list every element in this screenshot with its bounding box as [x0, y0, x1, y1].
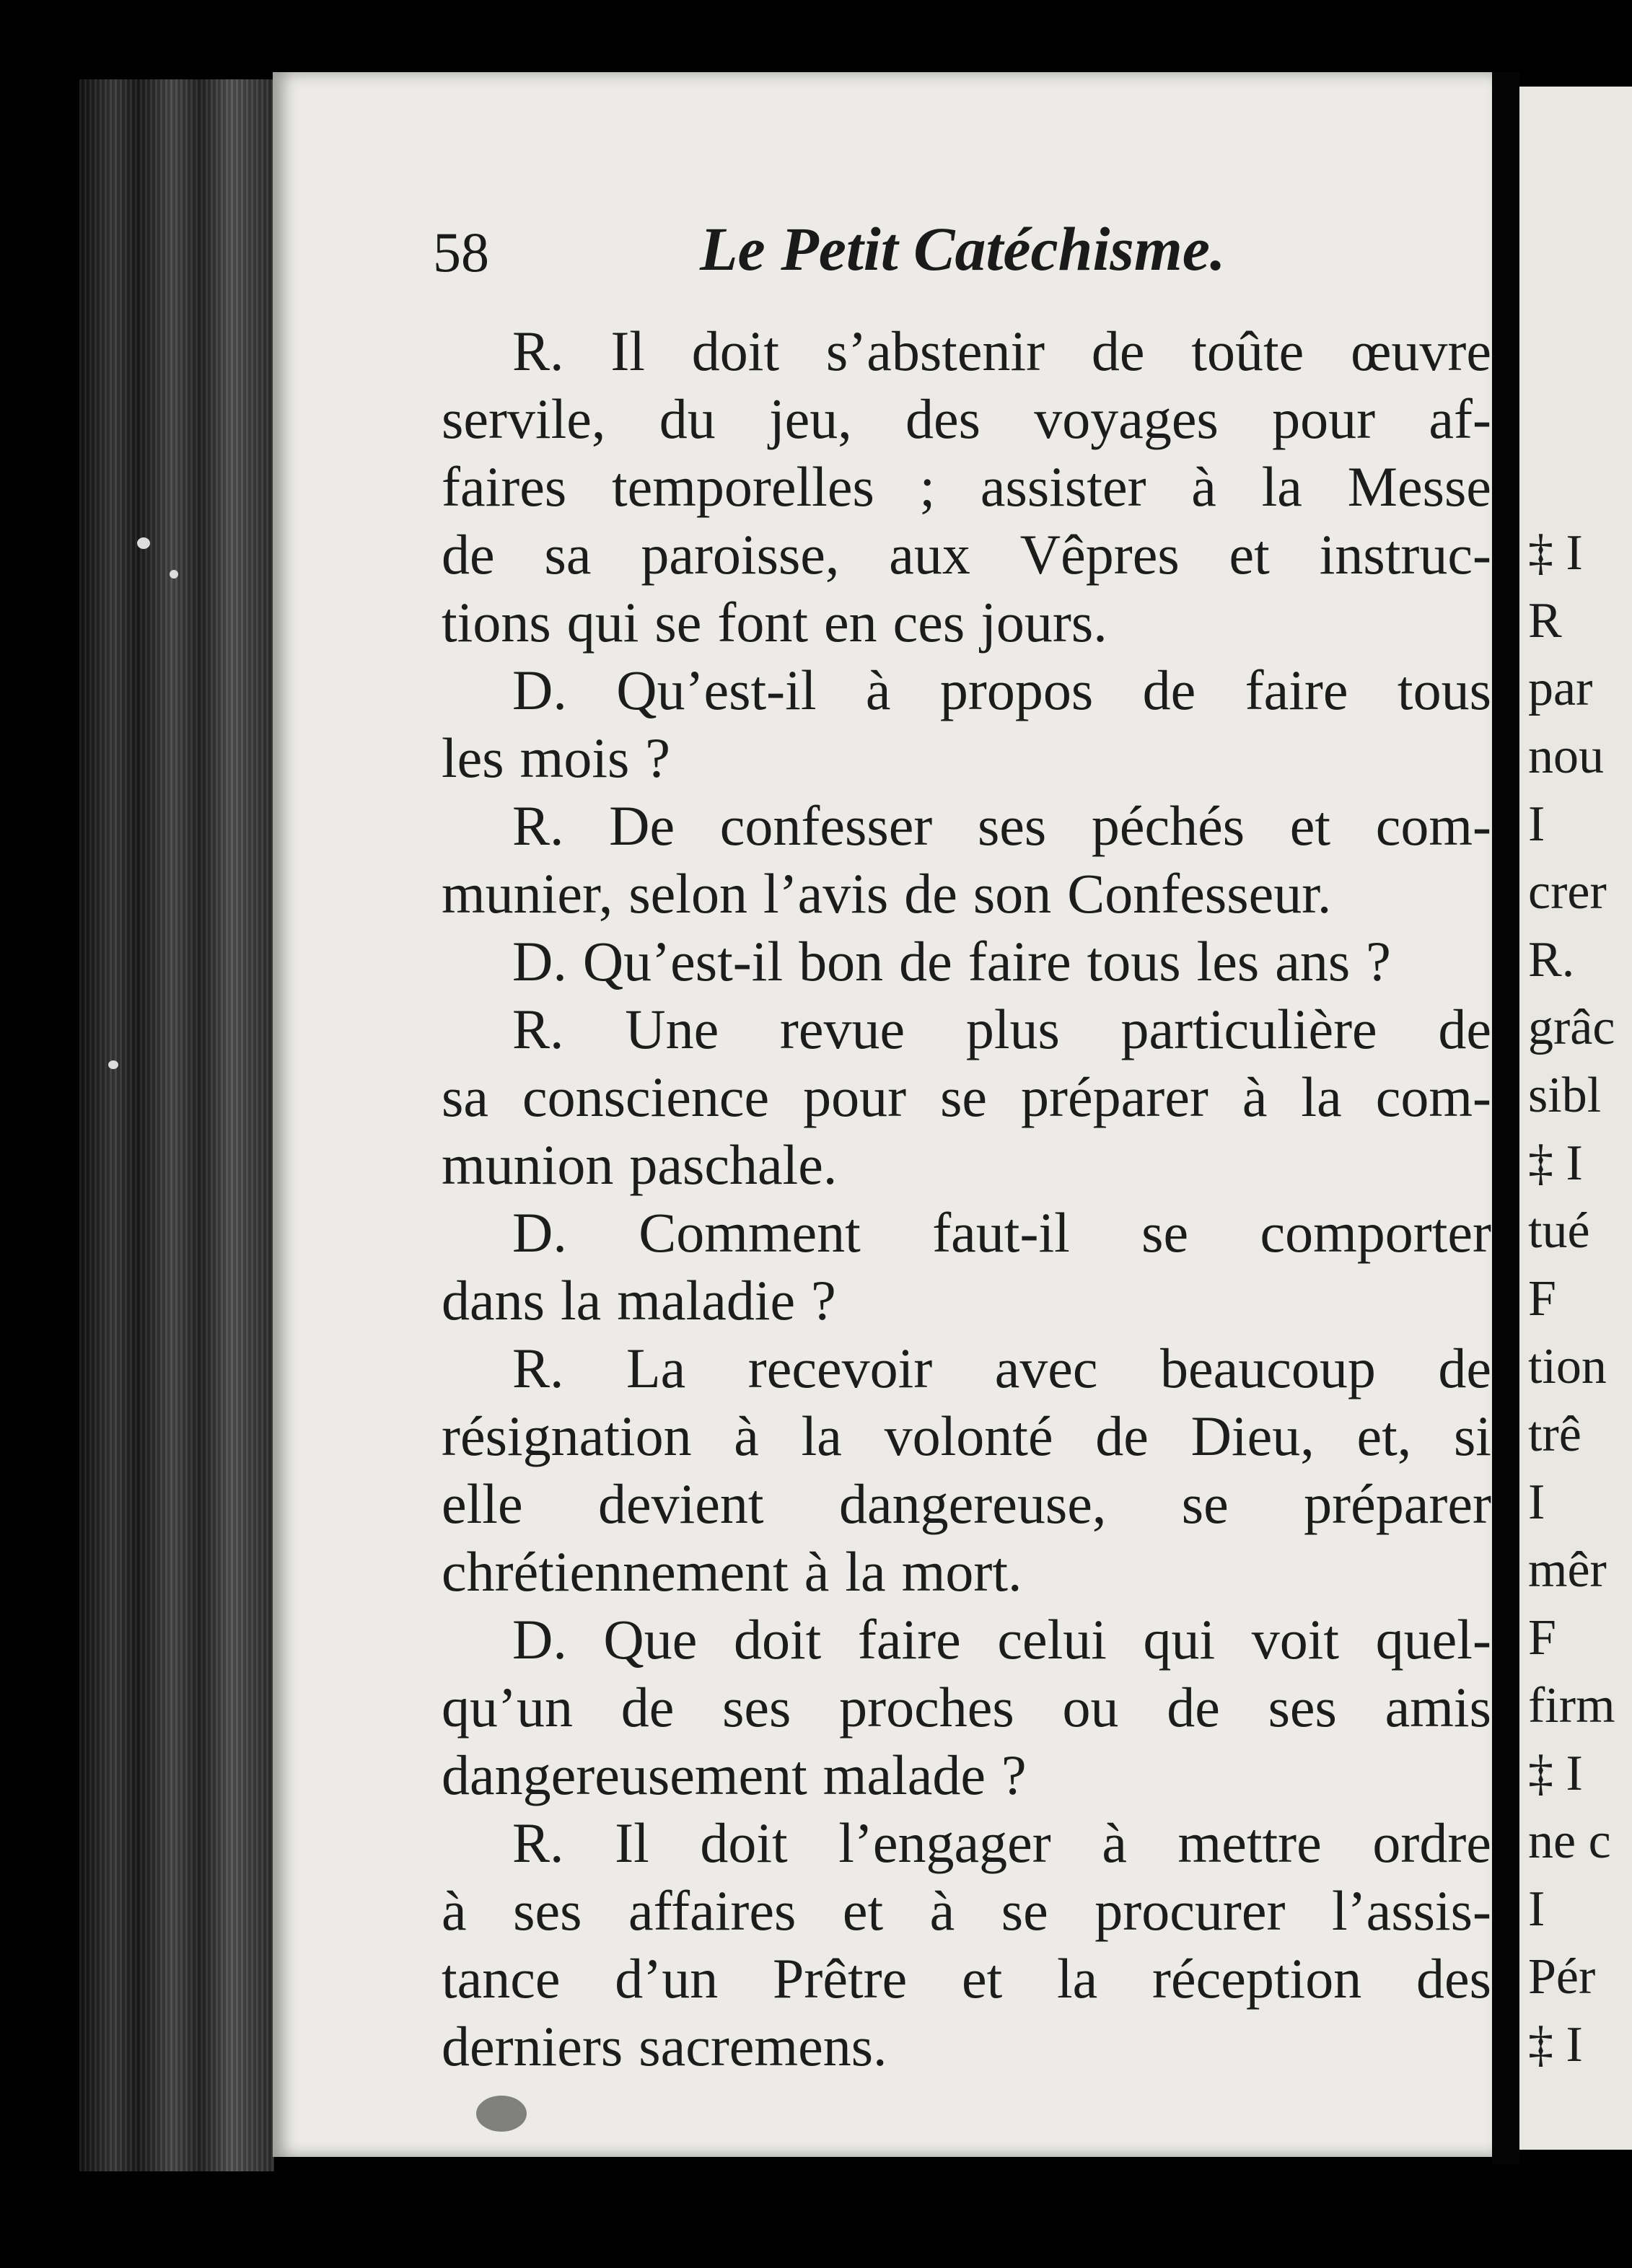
text-line: munion paschale. [442, 1133, 838, 1196]
text-line: D. Que doit faire celui qui voit quel- [512, 1608, 1491, 1671]
text-line: munier, selon l’avis de son Confesseur. [442, 862, 1332, 925]
adjacent-page-fragment: I [1528, 1474, 1545, 1530]
text-line: de sa paroisse, aux Vêpres et instruc- [442, 523, 1491, 586]
text-line: R. Une revue plus particulière de [512, 998, 1491, 1060]
text-line: D. Comment faut-il se comporter [512, 1201, 1491, 1264]
adjacent-page-fragment: ‡ I [1528, 1135, 1583, 1191]
text-line: R. La recevoir avec beaucoup de [512, 1337, 1491, 1399]
adjacent-page-fragment: ‡ I [1528, 2017, 1583, 2073]
text-line: sa conscience pour se préparer à la com- [442, 1065, 1491, 1128]
adjacent-page-fragment: R. [1528, 932, 1575, 988]
adjacent-page-fragment: mêr [1528, 1542, 1607, 1598]
adjacent-page-fragment: sibl [1528, 1068, 1602, 1123]
adjacent-page-fragment: nou [1528, 729, 1604, 784]
text-line: les mois ? [442, 726, 670, 789]
adjacent-page-fragment: tué [1528, 1203, 1590, 1259]
catechism-text [442, 317, 1491, 2080]
adjacent-page-fragment: ‡ I [1528, 525, 1583, 581]
text-line: R. Il doit s’abstenir de toûte œuvre [512, 320, 1491, 382]
text-line: chrétiennement à la mort. [442, 1540, 1022, 1603]
text-line: à ses affaires et à se procurer l’assis- [442, 1879, 1491, 1942]
adjacent-page-fragment: firm [1528, 1678, 1615, 1733]
page-gutter [1492, 72, 1519, 2164]
text-line: dangereusement malade ? [442, 1744, 1027, 1806]
adjacent-page-fragment: tion [1528, 1339, 1607, 1394]
paper-speck [170, 570, 178, 579]
text-line: D. Qu’est-il à propos de faire tous [512, 659, 1491, 721]
text-line: dans la maladie ? [442, 1269, 836, 1332]
book-spine-edge [79, 79, 274, 2171]
adjacent-page-fragment: ne c [1528, 1814, 1611, 1869]
adjacent-page-fragment: grâc [1528, 1000, 1615, 1055]
page-number: 58 [433, 221, 489, 284]
adjacent-page-fragment: R [1528, 593, 1562, 649]
text-line: tions qui se font en ces jours. [442, 591, 1107, 654]
text-line: servile, du jeu, des voyages pour af- [442, 387, 1491, 450]
text-line: faires temporelles ; assister à la Messe [442, 455, 1491, 518]
paper-speck [108, 1060, 118, 1069]
text-line: qu’un de ses proches ou de ses amis [442, 1676, 1491, 1739]
ink-smudge [476, 2096, 527, 2132]
adjacent-page-fragment: I [1528, 1881, 1545, 1937]
adjacent-page-fragment: crer [1528, 864, 1607, 920]
paper-speck [137, 537, 150, 549]
adjacent-page-fragment: Pér [1528, 1949, 1596, 2005]
adjacent-page-fragment: trê [1528, 1407, 1581, 1462]
adjacent-page-fragment: ‡ I [1528, 1746, 1583, 1801]
text-line: R. De confesser ses péchés et com- [512, 794, 1491, 857]
page-header [433, 206, 1486, 292]
adjacent-page-fragment: F [1528, 1610, 1556, 1666]
text-line: R. Il doit l’engager à mettre ordre [512, 1811, 1491, 1874]
text-line: résignation à la volonté de Dieu, et, si [442, 1405, 1491, 1467]
text-line: elle devient dangereuse, se préparer [442, 1472, 1491, 1535]
adjacent-page-fragment: F [1528, 1271, 1556, 1327]
text-line: tance d’un Prêtre et la réception des [442, 1947, 1491, 2010]
adjacent-page-fragment: par [1528, 661, 1593, 716]
text-line: D. Qu’est-il bon de faire tous les ans ? [512, 930, 1391, 993]
adjacent-page-fragment: I [1528, 796, 1545, 852]
adjacent-page-text [1528, 519, 1632, 2079]
text-line: derniers sacremens. [442, 2015, 887, 2078]
running-title: Le Petit Catéchisme. [700, 214, 1226, 284]
